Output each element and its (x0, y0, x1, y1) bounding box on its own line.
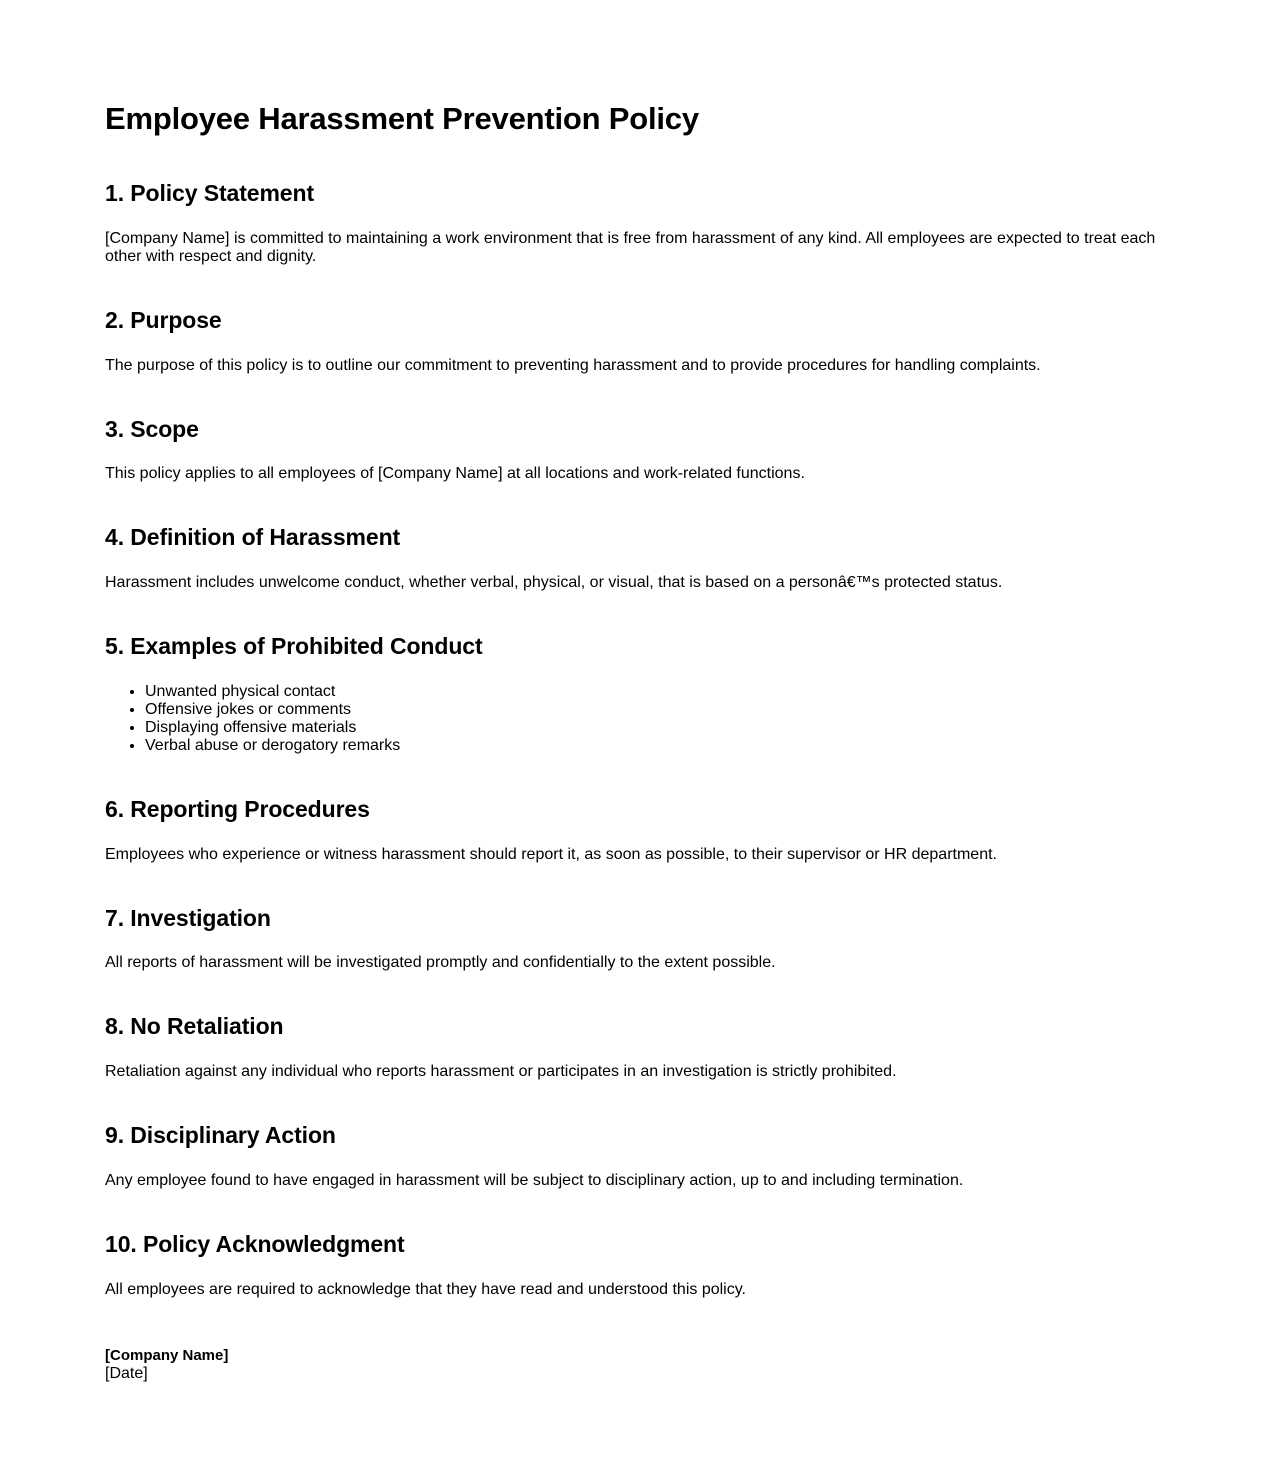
section-policy-acknowledgment (105, 1230, 1159, 1299)
section-reporting-procedures (105, 795, 1159, 864)
section-scope (105, 415, 1159, 484)
list-item: • Offensive jokes or comments (145, 701, 1159, 719)
signature-company-name: [Company Name] (105, 1346, 229, 1364)
section-body: This policy applies to all employees of [Company Name] at all locations and work-related functions. (105, 465, 805, 483)
section-heading: 9. Disciplinary Action (105, 1122, 336, 1149)
section-heading: 4. Definition of Harassment (105, 524, 401, 551)
section-disciplinary-action (105, 1121, 1159, 1190)
section-heading: 3. Scope (105, 415, 199, 442)
section-heading: 8. No Retaliation (105, 1013, 284, 1040)
signature-block (105, 1347, 1159, 1383)
section-body: Any employee found to have engaged in harassment will be subject to disciplinary action, up to and including termination. (105, 1171, 964, 1189)
page-title: Employee Harassment Prevention Policy (105, 101, 699, 136)
section-body: Retaliation against any individual who reports harassment or participates in an investigation is strictly prohibited. (105, 1063, 897, 1081)
section-body: [Company Name] is committed to maintaining a work environment that is free from harassment of any kind. All employees are expected to treat each other with respect and dignity. (105, 229, 1156, 265)
section-no-retaliation (105, 1012, 1159, 1081)
section-investigation (105, 904, 1159, 973)
section-body: All reports of harassment will be investigated promptly and confidentially to the extent possible. (105, 954, 776, 972)
section-definition-of-harassment (105, 523, 1159, 592)
section-examples-of-prohibited-conduct (105, 632, 1159, 755)
section-body: Harassment includes unwelcome conduct, whether verbal, physical, or visual, that is based on a personâ€™s protected status. (105, 574, 1003, 592)
prohibited-conduct-list (105, 683, 1159, 755)
section-body: All employees are required to acknowledge that they have read and understood this policy. (105, 1280, 746, 1298)
section-heading: 10. Policy Acknowledgment (105, 1230, 405, 1257)
section-heading: 2. Purpose (105, 306, 222, 333)
section-heading: 7. Investigation (105, 904, 271, 931)
list-item: • Verbal abuse or derogatory remarks (145, 737, 1159, 755)
list-item: • Displaying offensive materials (145, 719, 1159, 737)
policy-document (105, 100, 1159, 1383)
section-heading: 5. Examples of Prohibited Conduct (105, 633, 483, 660)
section-policy-statement (105, 179, 1159, 266)
list-item: • Unwanted physical contact (145, 683, 1159, 701)
section-body: Employees who experience or witness harassment should report it, as soon as possible, to their supervisor or HR department. (105, 845, 997, 863)
signature-date: [Date] (105, 1364, 148, 1382)
section-heading: 6. Reporting Procedures (105, 795, 370, 822)
section-heading: 1. Policy Statement (105, 180, 315, 207)
section-purpose (105, 306, 1159, 375)
section-body: The purpose of this policy is to outline our commitment to preventing harassment and to provide procedures for handling complaints. (105, 356, 1041, 374)
